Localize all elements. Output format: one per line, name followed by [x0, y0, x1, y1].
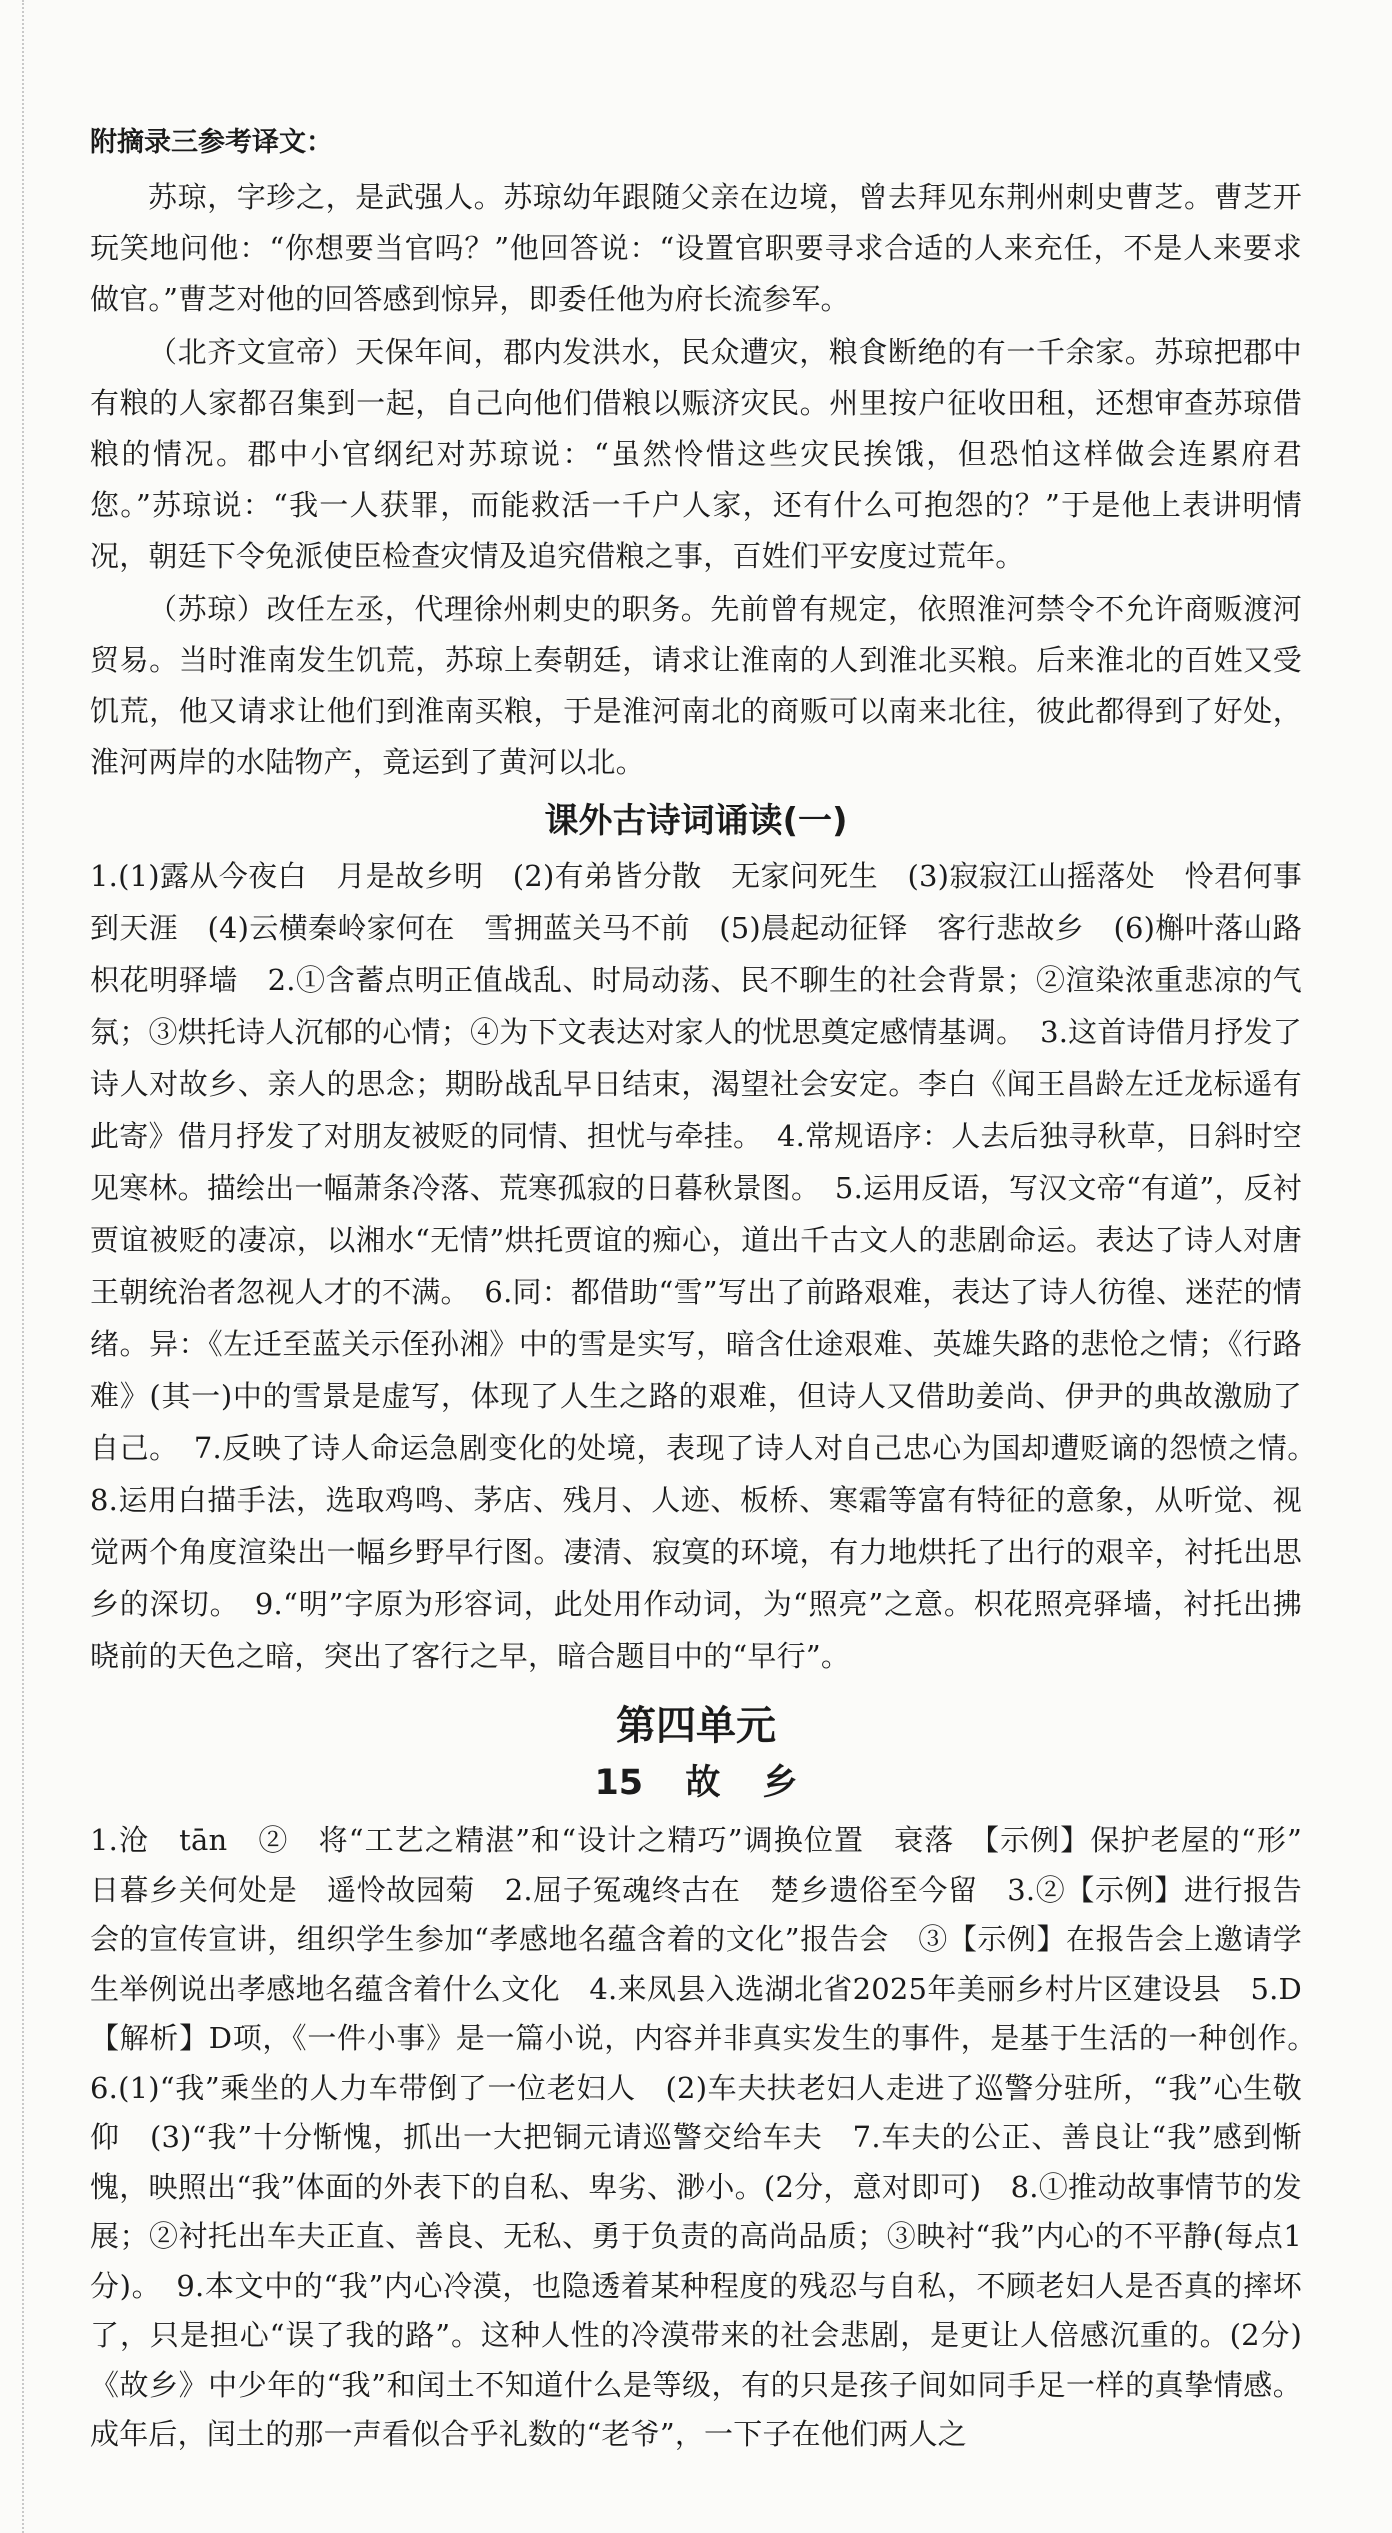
appendix-title: 附摘录三参考译文：: [90, 127, 333, 158]
unit-title: 第四单元: [616, 1703, 776, 1749]
lesson-answers: 1.沧 tān ② 将“工艺之精湛”和“设计之精巧”调换位置 衰落 【示例】保护老屋的“形” 日暮乡关何处是 遥怜故园菊 2.屈子冤魂终古在 楚乡遗俗至今留 3.②【示例】进行报告会的宣传宣讲，组织学生参加“孝感地名蕴含着的文化”报告会 ③【示例】在报告会上邀请学生举例说出孝感地名蕴含着什么文化 4.来凤县入选湖北省2025年美丽乡村片区建设县 5.D 【解析】D项，《一件小事》是一篇小说，内容并非真实发生的事件，是基于生活的一种创作。 6.(1)“我”乘坐的人力车带倒了一位老妇人 (2)车夫扶老妇人走进了巡警分驻所，“我”心生敬仰 (3)“我”十分惭愧，抓出一大把铜元请巡警交给车夫 7.车夫的公正、善良让“我”感到惭愧，映照出“我”体面的外表下的自私、卑劣、渺小。(2分，意对即可) 8.①推动故事情节的发展；②衬托出车夫正直、善良、无私、勇于负责的高尚品质；③映衬“我”内心的不平静(每点1分)。 9.本文中的“我”内心冷漠，也隐透着某种程度的残忍与自私，不顾老妇人是否真的摔坏了，只是担心“误了我的路”。这种人性的冷漠带来的社会悲剧，是更让人倍感沉重的。(2分)《故乡》中少年的“我”和闰土不知道什么是等级，有的只是孩子间如同手足一样的真挚情感。成年后，闰土的那一声看似合乎礼数的“老爷”，一下子在他们两人之: [90, 1823, 1332, 2451]
appendix-paragraph: 苏琼，字珍之，是武强人。苏琼幼年跟随父亲在边境，曾去拜见东荆州刺史曹芝。曹芝开玩笑地问他：“你想要当官吗？”他回答说：“设置官职要寻求合适的人来充任，不是人来要求做官。”曹芝对他的回答感到惊异，即委任他为府长流参军。: [90, 180, 1302, 316]
poetry-answers: 1.(1)露从今夜白 月是故乡明 (2)有弟皆分散 无家问死生 (3)寂寂江山摇落处 怜君何事到天涯 (4)云横秦岭家何在 雪拥蓝关马不前 (5)晨起动征铎 客行悲故乡 (6)槲叶落山路 枳花明驿墙 2.①含蓄点明正值战乱、时局动荡、民不聊生的社会背景；②渲染浓重悲凉的气氛；③烘托诗人沉郁的心情；④为下文表达对家人的忧思奠定感情基调。 3.这首诗借月抒发了诗人对故乡、亲人的思念；期盼战乱早日结束，渴望社会安定。李白《闻王昌龄左迁龙标遥有此寄》借月抒发了对朋友被贬的同情、担忧与牵挂。 4.常规语序：人去后独寻秋草，日斜时空见寒林。描绘出一幅萧条冷落、荒寒孤寂的日暮秋景图。 5.运用反语，写汉文帝“有道”，反衬贾谊被贬的凄凉，以湘水“无情”烘托贾谊的痴心，道出千古文人的悲剧命运。表达了诗人对唐王朝统治者忽视人才的不满。 6.同：都借助“雪”写出了前路艰难，表达了诗人彷徨、迷茫的情绪。异：《左迁至蓝关示侄孙湘》中的雪是实写，暗含仕途艰难、英雄失路的悲怆之情；《行路难》(其一)中的雪景是虚写，体现了人生之路的艰难，但诗人又借助姜尚、伊尹的典故激励了自己。 7.反映了诗人命运急剧变化的处境，表现了诗人对自己忠心为国却遭贬谪的怨愤之情。 8.运用白描手法，选取鸡鸣、茅店、残月、人迹、板桥、寒霜等富有特征的意象，从听觉、视觉两个角度渲染出一幅乡野早行图。凄清、寂寞的环境，有力地烘托了出行的艰辛，衬托出思乡的深切。 9.“明”字原为形容词，此处用作动词，为“照亮”之意。枳花照亮驿墙，衬托出拂晓前的天色之暗，突出了客行之早，暗合题目中的“早行”。: [90, 859, 1332, 1673]
lesson-title: 15 故 乡: [594, 1763, 798, 1803]
poetry-section-title: 课外古诗词诵读(一): [544, 801, 848, 841]
appendix-paragraph: （苏琼）改任左丞，代理徐州刺史的职务。先前曾有规定，依照淮河禁令不允许商贩渡河贸易。当时淮南发生饥荒，苏琼上奏朝廷，请求让淮南的人到淮北买粮。后来淮北的百姓又受饥荒，他又请求让他们到淮南买粮，于是淮河南北的商贩可以南来北往，彼此都得到了好处，淮河两岸的水陆物产，竟运到了黄河以北。: [90, 592, 1302, 779]
answer-key-page: [90, 118, 1332, 2460]
binding-margin-line: [22, 0, 24, 2533]
appendix-paragraph: （北齐文宣帝）天保年间，郡内发洪水，民众遭灾，粮食断绝的有一千余家。苏琼把郡中有粮的人家都召集到一起，自己向他们借粮以赈济灾民。州里按户征收田租，还想审查苏琼借粮的情况。郡中小官纲纪对苏琼说：“虽然怜惜这些灾民挨饿，但恐怕这样做会连累府君您。”苏琼说：“我一人获罪，而能救活一千户人家，还有什么可抱怨的？”于是他上表讲明情况，朝廷下令免派使臣检查灾情及追究借粮之事，百姓们平安度过荒年。: [90, 335, 1302, 573]
